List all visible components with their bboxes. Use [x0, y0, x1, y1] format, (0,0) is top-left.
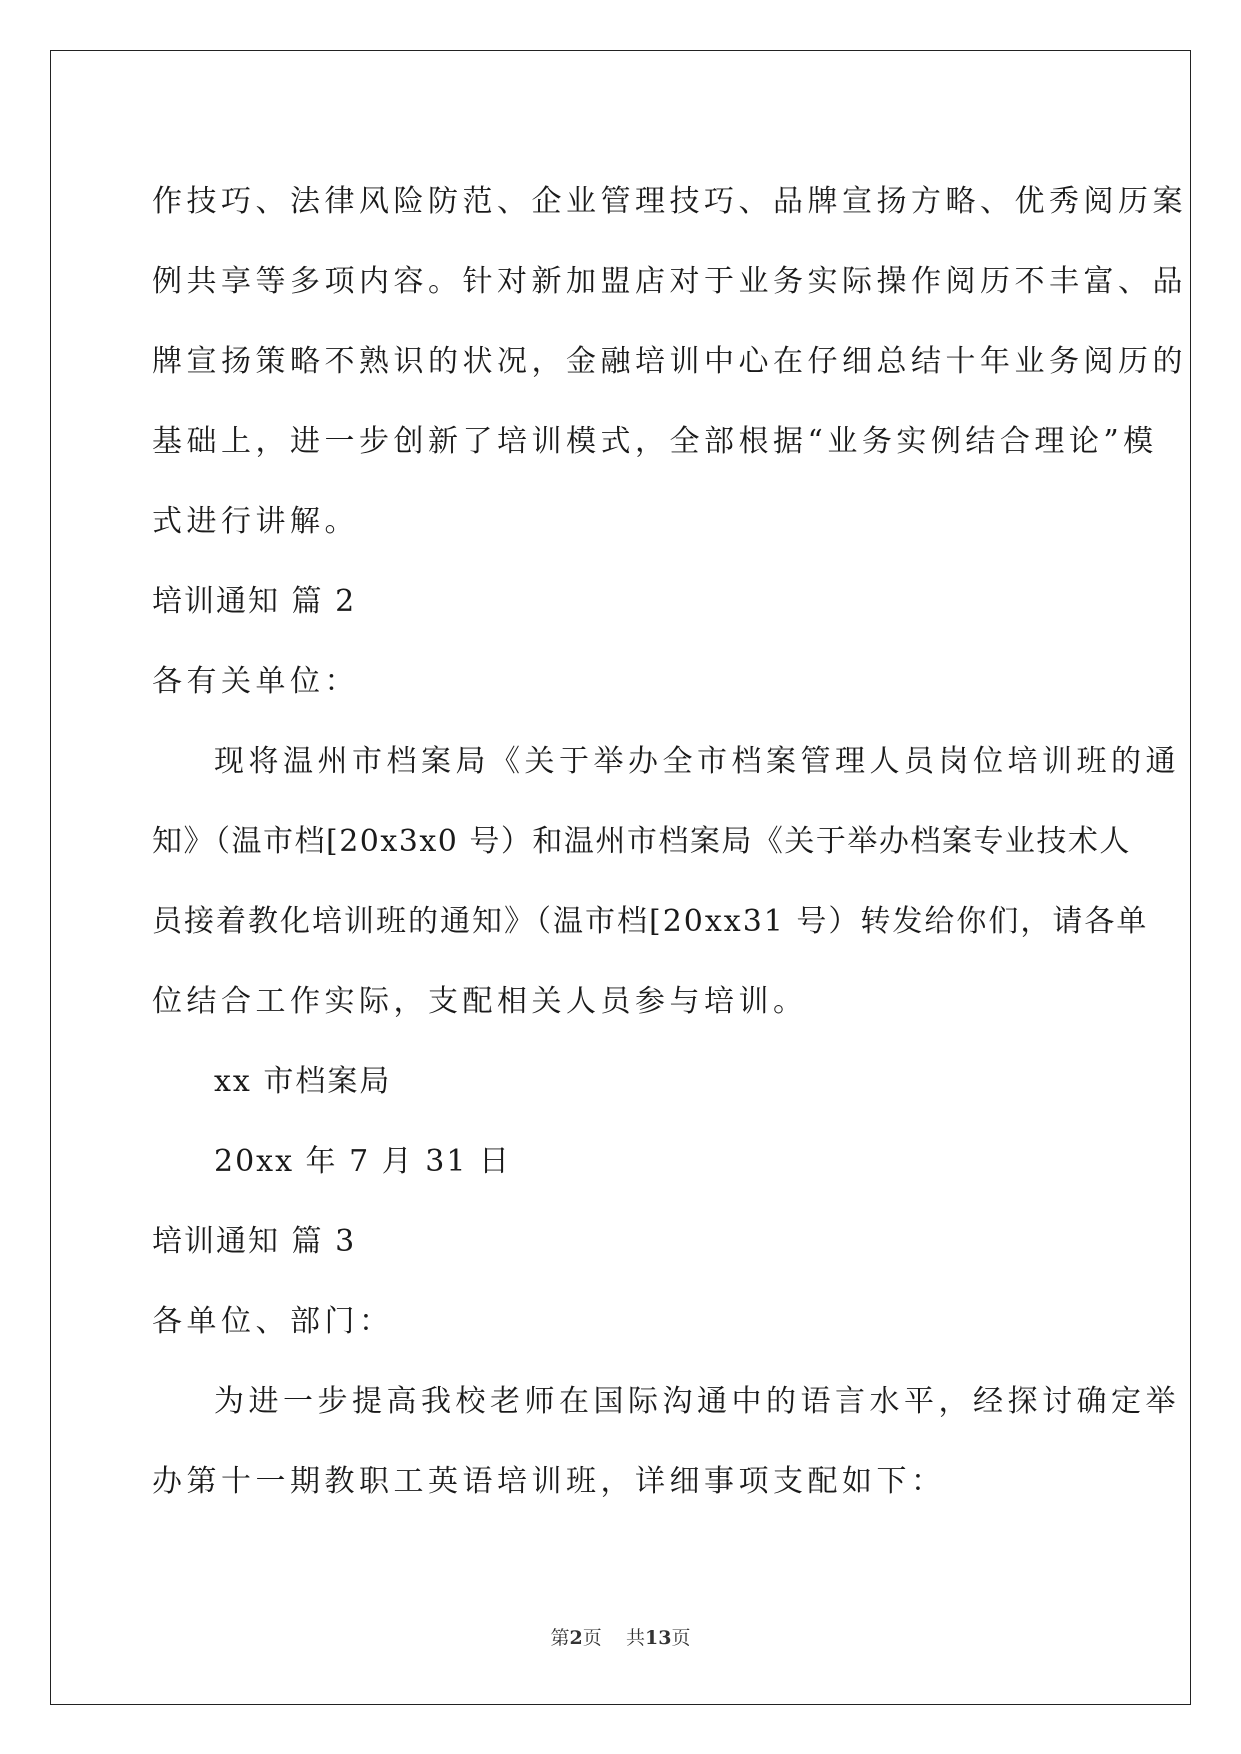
total-suffix: 页 [671, 1627, 691, 1649]
section-heading: 培训通知 篇 2 [152, 584, 357, 619]
paragraph-line: 位结合工作实际，支配相关人员参与培训。 [152, 984, 808, 1019]
paragraph-line: 例共享等多项内容。针对新加盟店对于业务实际操作阅历不丰富、品 [152, 264, 1187, 299]
paragraph-line: 为进一步提高我校老师在国际沟通中的语言水平，经探讨确定举 [214, 1384, 1180, 1419]
page-footer [0, 1623, 1241, 1650]
salutation: 各单位、部门： [152, 1304, 394, 1339]
paragraph-line: 基础上，进一步创新了培训模式，全部根据“业务实例结合理论”模 [152, 424, 1158, 459]
page-number: 2 [569, 1627, 583, 1649]
paragraph-line: 牌宣扬策略不熟识的状况，金融培训中心在仔细总结十年业务阅历的 [152, 344, 1187, 379]
document-body [152, 162, 1187, 1522]
section-heading: 培训通知 篇 3 [152, 1224, 357, 1259]
total-pages: 13 [644, 1627, 672, 1649]
salutation: 各有关单位： [152, 664, 359, 699]
paragraph-line: 式进行讲解。 [152, 504, 359, 539]
paragraph-line: 员接着教化培训班的通知》（温市档[20xx31 号）转发给你们，请各单 [152, 904, 1149, 939]
paragraph-line: 作技巧、法律风险防范、企业管理技巧、品牌宣扬方略、优秀阅历案 [152, 184, 1187, 219]
signature-org: xx 市档案局 [214, 1064, 392, 1099]
total-prefix: 共 [625, 1627, 645, 1649]
paragraph-line: 现将温州市档案局《关于举办全市档案管理人员岗位培训班的通 [214, 744, 1180, 779]
signature-date: 20xx 年 7 月 31 日 [214, 1144, 511, 1179]
paragraph-line: 知》（温市档[20x3x0 号）和温州市档案局《关于举办档案专业技术人 [152, 824, 1131, 859]
page-suffix: 页 [582, 1627, 602, 1649]
paragraph-line: 办第十一期教职工英语培训班，详细事项支配如下： [152, 1464, 946, 1499]
page-prefix: 第 [550, 1627, 570, 1649]
